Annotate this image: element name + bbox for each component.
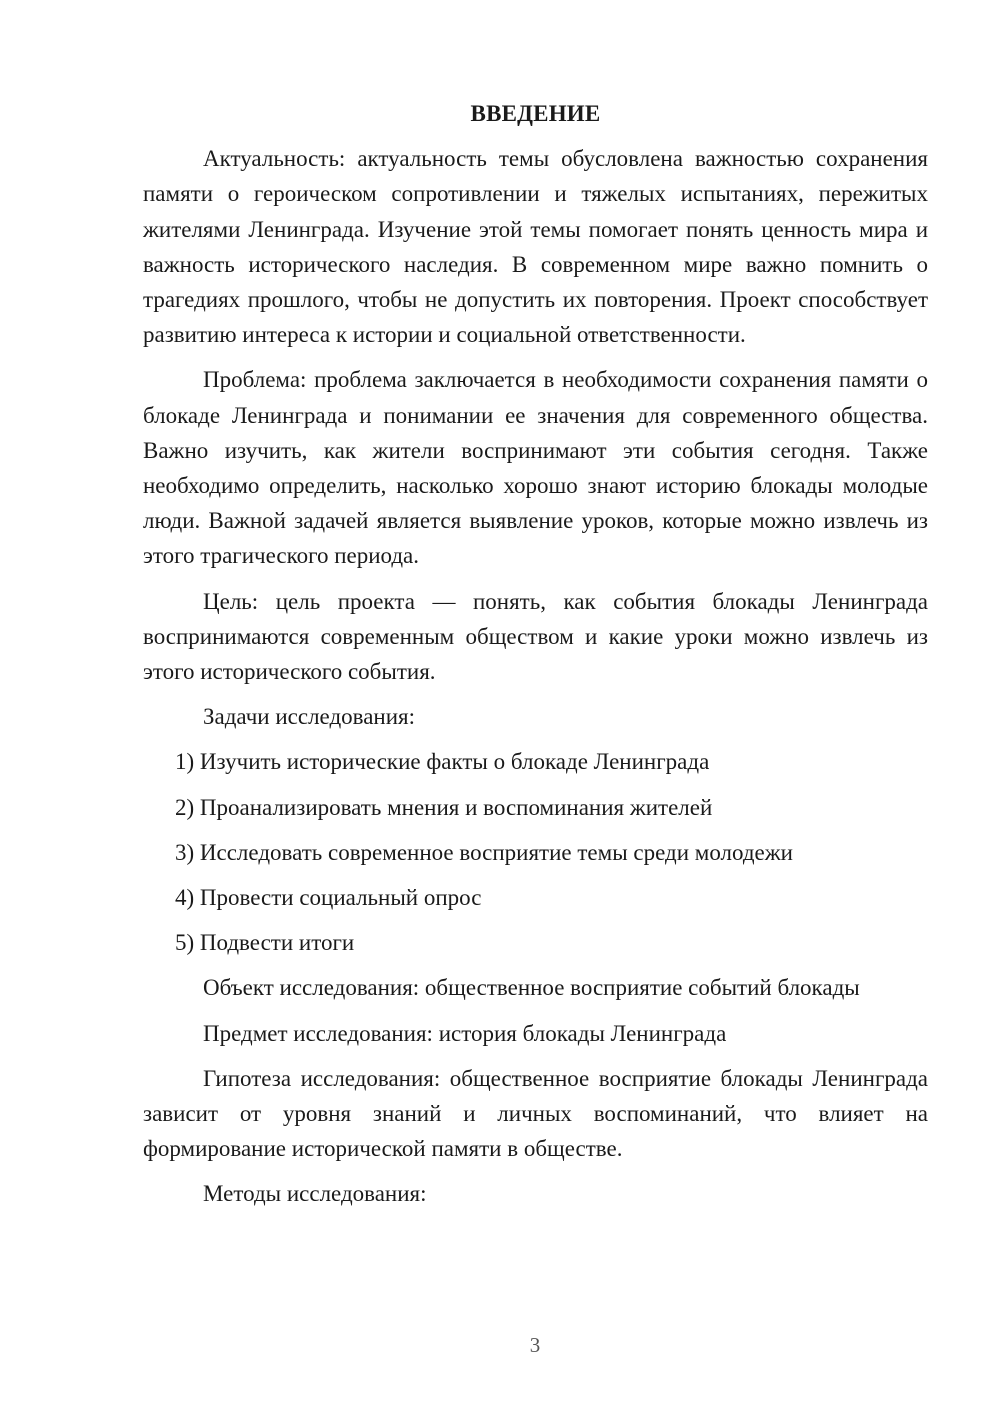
- tasks-heading: Задачи исследования:: [203, 704, 416, 730]
- page-number: 3: [529, 1333, 541, 1357]
- tasks-list: [143, 744, 928, 960]
- object-paragraph: Объект исследования: общественное восприятие событий блокады: [203, 975, 860, 1001]
- task-item: 3) Исследовать современное восприятие темы среди молодежи: [175, 839, 793, 865]
- methods-heading: Методы исследования:: [203, 1181, 427, 1207]
- task-item: 5) Подвести итоги: [175, 930, 355, 956]
- task-item: 4) Провести социальный опрос: [175, 885, 482, 911]
- goal-paragraph: Цель: цель проекта — понять, как события блокады Ленинграда воспринимаются современным обществом и какие уроки можно извлечь из этого исторического события.: [143, 588, 928, 685]
- page-content: [143, 96, 928, 1222]
- problem-paragraph: Проблема: проблема заключается в необходимости сохранения памяти о блокаде Ленинграда и понимании ее значения для современного общества. Важно изучить, как жители воспринимают эти события сегодня. Также необходимо определить, насколько хорошо знают историю блокады молодые люди. Важной задачей является выявление уроков, которые можно извлечь из этого трагического периода.: [143, 367, 928, 569]
- hypothesis-paragraph: Гипотеза исследования: общественное восприятие блокады Ленинграда зависит от уровня знаний и личных воспоминаний, что влияет на формирование исторической памяти в обществе.: [143, 1065, 928, 1162]
- relevance-paragraph: Актуальность: актуальность темы обусловлена важностью сохранения памяти о героическом сопротивлении и тяжелых испытаниях, пережитых жителями Ленинграда. Изучение этой темы помогает понять ценность мира и важность исторического наследия. В современном мире важно помнить о трагедиях прошлого, чтобы не допустить их повторения. Проект способствует развитию интереса к истории и социальной ответственности.: [143, 146, 928, 348]
- section-heading: ВВЕДЕНИЕ: [470, 101, 601, 126]
- subject-paragraph: Предмет исследования: история блокады Ленинграда: [203, 1020, 727, 1046]
- task-item: 1) Изучить исторические факты о блокаде Ленинграда: [175, 749, 710, 775]
- task-item: 2) Проанализировать мнения и воспоминания жителей: [175, 794, 713, 820]
